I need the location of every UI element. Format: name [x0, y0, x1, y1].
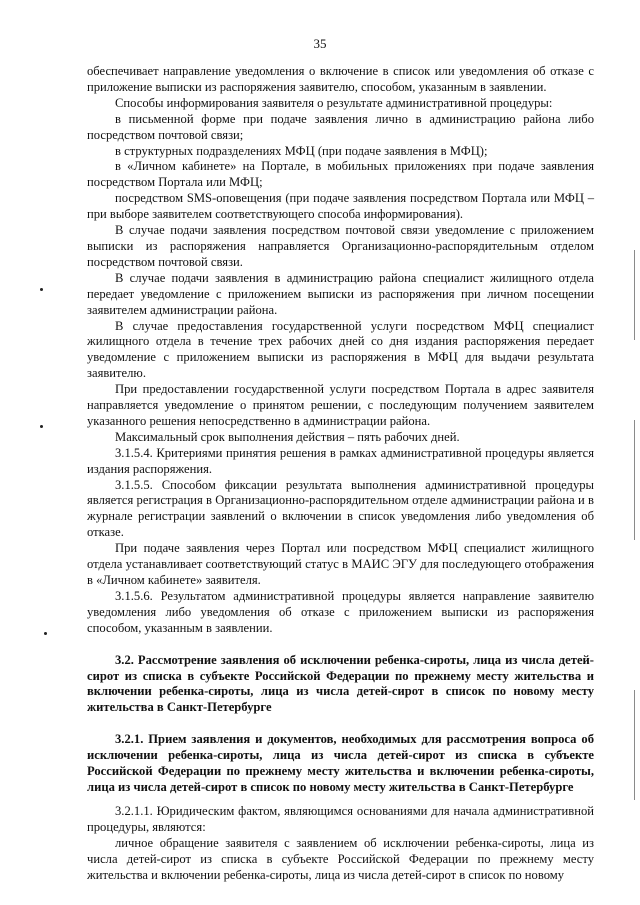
- paragraph: При подаче заявления через Портал или посредством МФЦ специалист жилищного отдела устанавливает соответствующий статус в МАИС ЭГУ для последующего отображения в «Личном кабинете» заявителя.: [87, 541, 594, 587]
- scan-dot-mark: [40, 288, 43, 291]
- scan-dot-mark: [40, 425, 43, 428]
- spacer: [87, 796, 594, 804]
- paragraph: 3.1.5.6. Результатом административной процедуры является направление заявителю уведомления либо уведомления об отказе с приложением выписки из распоряжения способом, указанным в заявлении.: [87, 588, 594, 635]
- paragraph: Способы информирования заявителя о результате административной процедуры:: [115, 95, 553, 110]
- paragraph: в структурных подразделениях МФЦ (при подаче заявления в МФЦ);: [115, 143, 488, 158]
- paragraph: 3.2.1.1. Юридическим фактом, являющимся основаниями для начала административной процедуры, являются:: [87, 803, 594, 834]
- paragraph: посредством SMS-оповещения (при подаче заявления посредством Портала или МФЦ – при выборе заявителем соответствующего способа информирования).: [87, 191, 594, 222]
- paragraph: При предоставлении государственной услуги посредством Портала в адрес заявителя направляется уведомление о принятом решении, с последующим получением заявителем указанного решения непосредственно в администрации района.: [87, 382, 594, 428]
- paragraph: 3.1.5.4. Критериями принятия решения в рамках административной процедуры является издания распоряжения.: [87, 445, 594, 476]
- paragraph: в «Личном кабинете» на Портале, в мобильных приложениях при подаче заявления посредством Портала или МФЦ;: [87, 159, 594, 190]
- paragraph: В случае предоставления государственной услуги посредством МФЦ специалист жилищного отдела в течение трех рабочих дней со дня издания распоряжения передает уведомление с приложением выписки из распоряжения в МФЦ для выдачи результата заявителю.: [87, 318, 594, 381]
- paragraph: обеспечивает направление уведомления о включение в список или уведомления об отказе с приложение выписки из распоряжения заявителю, способом, указанным в заявлении.: [87, 64, 594, 94]
- document-body: [87, 64, 594, 883]
- paragraph: в письменной форме при подаче заявления лично в администрацию района либо посредством почтовой связи;: [87, 111, 594, 142]
- paragraph: 3.1.5.5. Способом фиксации результата выполнения административной процедуры является регистрация в Организационно-распорядительном отделе администрации района и в журнале регистрации заявлений о включении в список уведомления либо уведомления об отказе.: [87, 477, 594, 540]
- scan-dot-mark: [44, 632, 47, 635]
- section-heading-3-2: 3.2. Рассмотрение заявления об исключении ребенка-сироты, лица из числа детей-сирот из списка в субъекте Российской Федерации по прежнему месту жительства и включении ребенка-сироты, лица из числа детей-сирот в список по новому месту жительства в Санкт-Петербурге: [87, 652, 594, 715]
- page-number: 35: [313, 36, 327, 51]
- scan-edge-line: [634, 250, 635, 340]
- scan-edge-line: [634, 420, 635, 540]
- scan-edge-line: [634, 690, 635, 800]
- paragraph: В случае подачи заявления посредством почтовой связи уведомление с приложением выписки из распоряжения направляется Организационно-распорядительным отделом посредством почтовой связи.: [87, 223, 594, 269]
- section-heading-3-2-1: 3.2.1. Прием заявления и документов, необходимых для рассмотрения вопроса об исключении ребенка-сироты, лица из числа детей-сирот из списка в субъекте Российской Федерации по прежнему месту жительства и включении ребенка-сироты, лица из числа детей-сирот в список по новому месту жительства в Санкт-Петербурге: [87, 732, 594, 794]
- paragraph: Максимальный срок выполнения действия – пять рабочих дней.: [115, 429, 460, 444]
- paragraph: личное обращение заявителя с заявлением об исключении ребенка-сироты, лица из числа детей-сирот из списка в субъекте Российской Федерации по прежнему месту жительства и включении ребенка-сироты, лица из числа детей-сирот в список по новому: [87, 835, 594, 882]
- spacer: [87, 637, 594, 653]
- spacer: [87, 716, 594, 732]
- paragraph: В случае подачи заявления в администрацию района специалист жилищного отдела передает уведомление с приложением выписки из распоряжения при личном посещении заявителем администрации района.: [87, 270, 594, 317]
